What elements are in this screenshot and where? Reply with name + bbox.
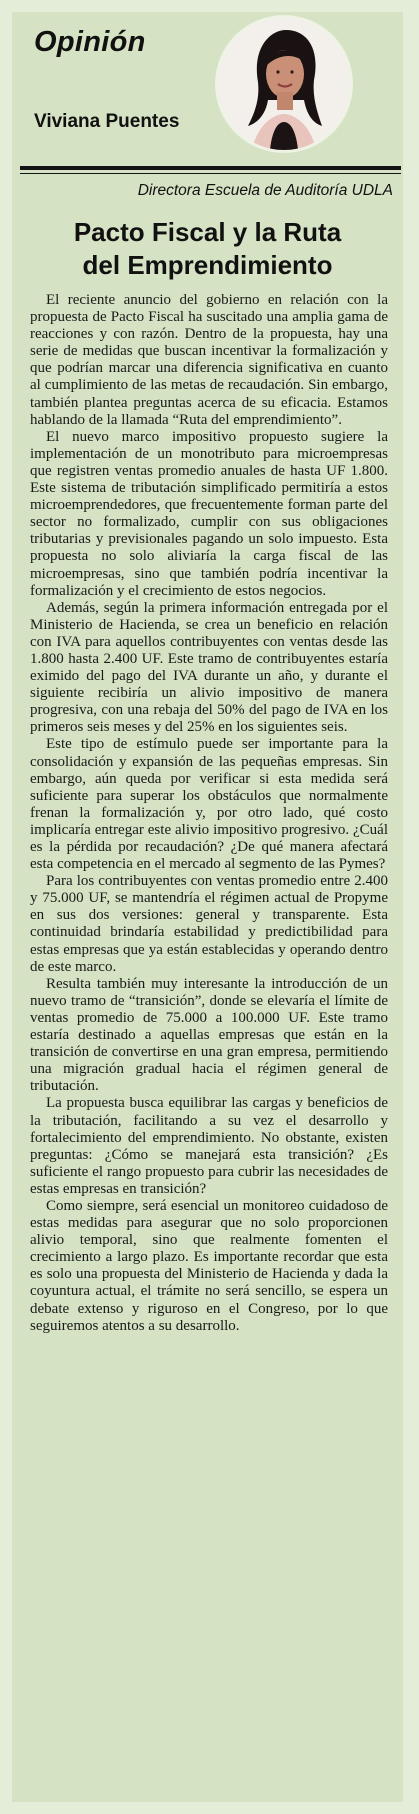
article-title bbox=[12, 216, 403, 282]
author-photo bbox=[218, 18, 350, 150]
article-paragraph: Como siempre, será esencial un monitoreo cuidadoso de estas medidas para asegurar que no solo proporcionen alivio temporal, sino que realmente fomenten el crecimiento a largo plazo. Es importante recordar que esta es solo una propuesta del Ministerio de Hacienda y dada la coyuntura actual, el trámite no será sencillo, se espera un debate extenso y riguroso en el Congreso, por lo que seguiremos atentos a su desarrollo. bbox=[30, 1197, 388, 1334]
article-paragraph: Resulta también muy interesante la introducción de un nuevo tramo de “transición”, donde se elevaría el límite de ventas promedio de 75.000 a 100.000 UF. Este tramo estaría destinado a aquellas empresas que están en la transición de convertirse en una gran empresa, permitiendo una migración gradual hacia el régimen general de tributación. bbox=[30, 975, 388, 1095]
section-label: Opinión bbox=[34, 26, 146, 58]
header-divider bbox=[20, 166, 401, 170]
author-role: Directora Escuela de Auditoría UDLA bbox=[137, 182, 393, 199]
author-name: Viviana Puentes bbox=[34, 111, 180, 132]
header-divider-thin bbox=[20, 173, 401, 174]
article-paragraph: El reciente anuncio del gobierno en relación con la propuesta de Pacto Fiscal ha suscitado una amplia gama de reacciones y con razón. Dentro de la propuesta, hay una serie de medidas que buscan incentivar la formalización y que podrían marcar una diferencia significativa en cuanto al cumplimiento de las metas de recaudación. Sin embargo, también plantea preguntas acerca de su eficacia. Estamos hablando de la llamada “Ruta del emprendimiento”. bbox=[30, 292, 388, 428]
article-paragraph: El nuevo marco impositivo propuesto sugiere la implementación de un monotributo para microempresas que registren ventas promedio anuales de hasta UF 1.800. Este sistema de tributación simplificado permitiría a estos microemprendedores, que frecuentemente forman parte del sector no formalizado, cumplir con sus obligaciones tributarias y previsionales pagando un solo impuesto. Esta propuesta no solo aliviaría la carga fiscal de las microempresas, sino que también podría incentivar la formalización y el crecimiento de estos negocios. bbox=[30, 428, 388, 599]
article-paragraph: Este tipo de estímulo puede ser importante para la consolidación y expansión de las pequeñas empresas. Sin embargo, aún queda por verificar si esta medida será suficiente para superar los obstáculos que normalmente frenan la formalización y, por otro lado, qué costo implicaría entregar este alivio impositivo progresivo. ¿Cuál es la pérdida por recaudación? ¿De qué manera afectará esta competencia en el mercado al segmento de las Pymes? bbox=[30, 736, 388, 873]
opinion-column bbox=[12, 12, 403, 1802]
article-title-line: Pacto Fiscal y la Ruta bbox=[73, 217, 342, 247]
article-paragraph: La propuesta busca equilibrar las cargas y beneficios de la tributación, facilitando a su vez el desarrollo y fortalecimiento del emprendimiento. No obstante, existen preguntas: ¿Cómo se manejará esta transición? ¿Es suficiente el rango propuesto para cubrir las necesidades de estas empresas en transición? bbox=[30, 1095, 388, 1197]
article-paragraph: Además, según la primera información entregada por el Ministerio de Hacienda, se crea un beneficio en relación con IVA para aquellos contribuyentes con ventas desde las 1.800 hasta 2.400 UF. Este tramo de contribuyentes estaría eximido del pago del IVA durante un año, y durante el siguiente recibiría un alivio impositivo de manera progresiva, con una rebaja del 50% del pago de IVA en los primeros seis meses y del 25% en los siguientes seis. bbox=[30, 599, 388, 736]
article-paragraph: Para los contribuyentes con ventas promedio entre 2.400 y 75.000 UF, se mantendría el régimen actual de Propyme en sus dos versiones: general y transparente. Esta continuidad brindaría estabilidad y predictibilidad para estas empresas que ya están establecidas y operando dentro de este marco. bbox=[30, 873, 388, 975]
article-title-line: del Emprendimiento bbox=[82, 250, 333, 280]
article-body bbox=[30, 292, 388, 1335]
